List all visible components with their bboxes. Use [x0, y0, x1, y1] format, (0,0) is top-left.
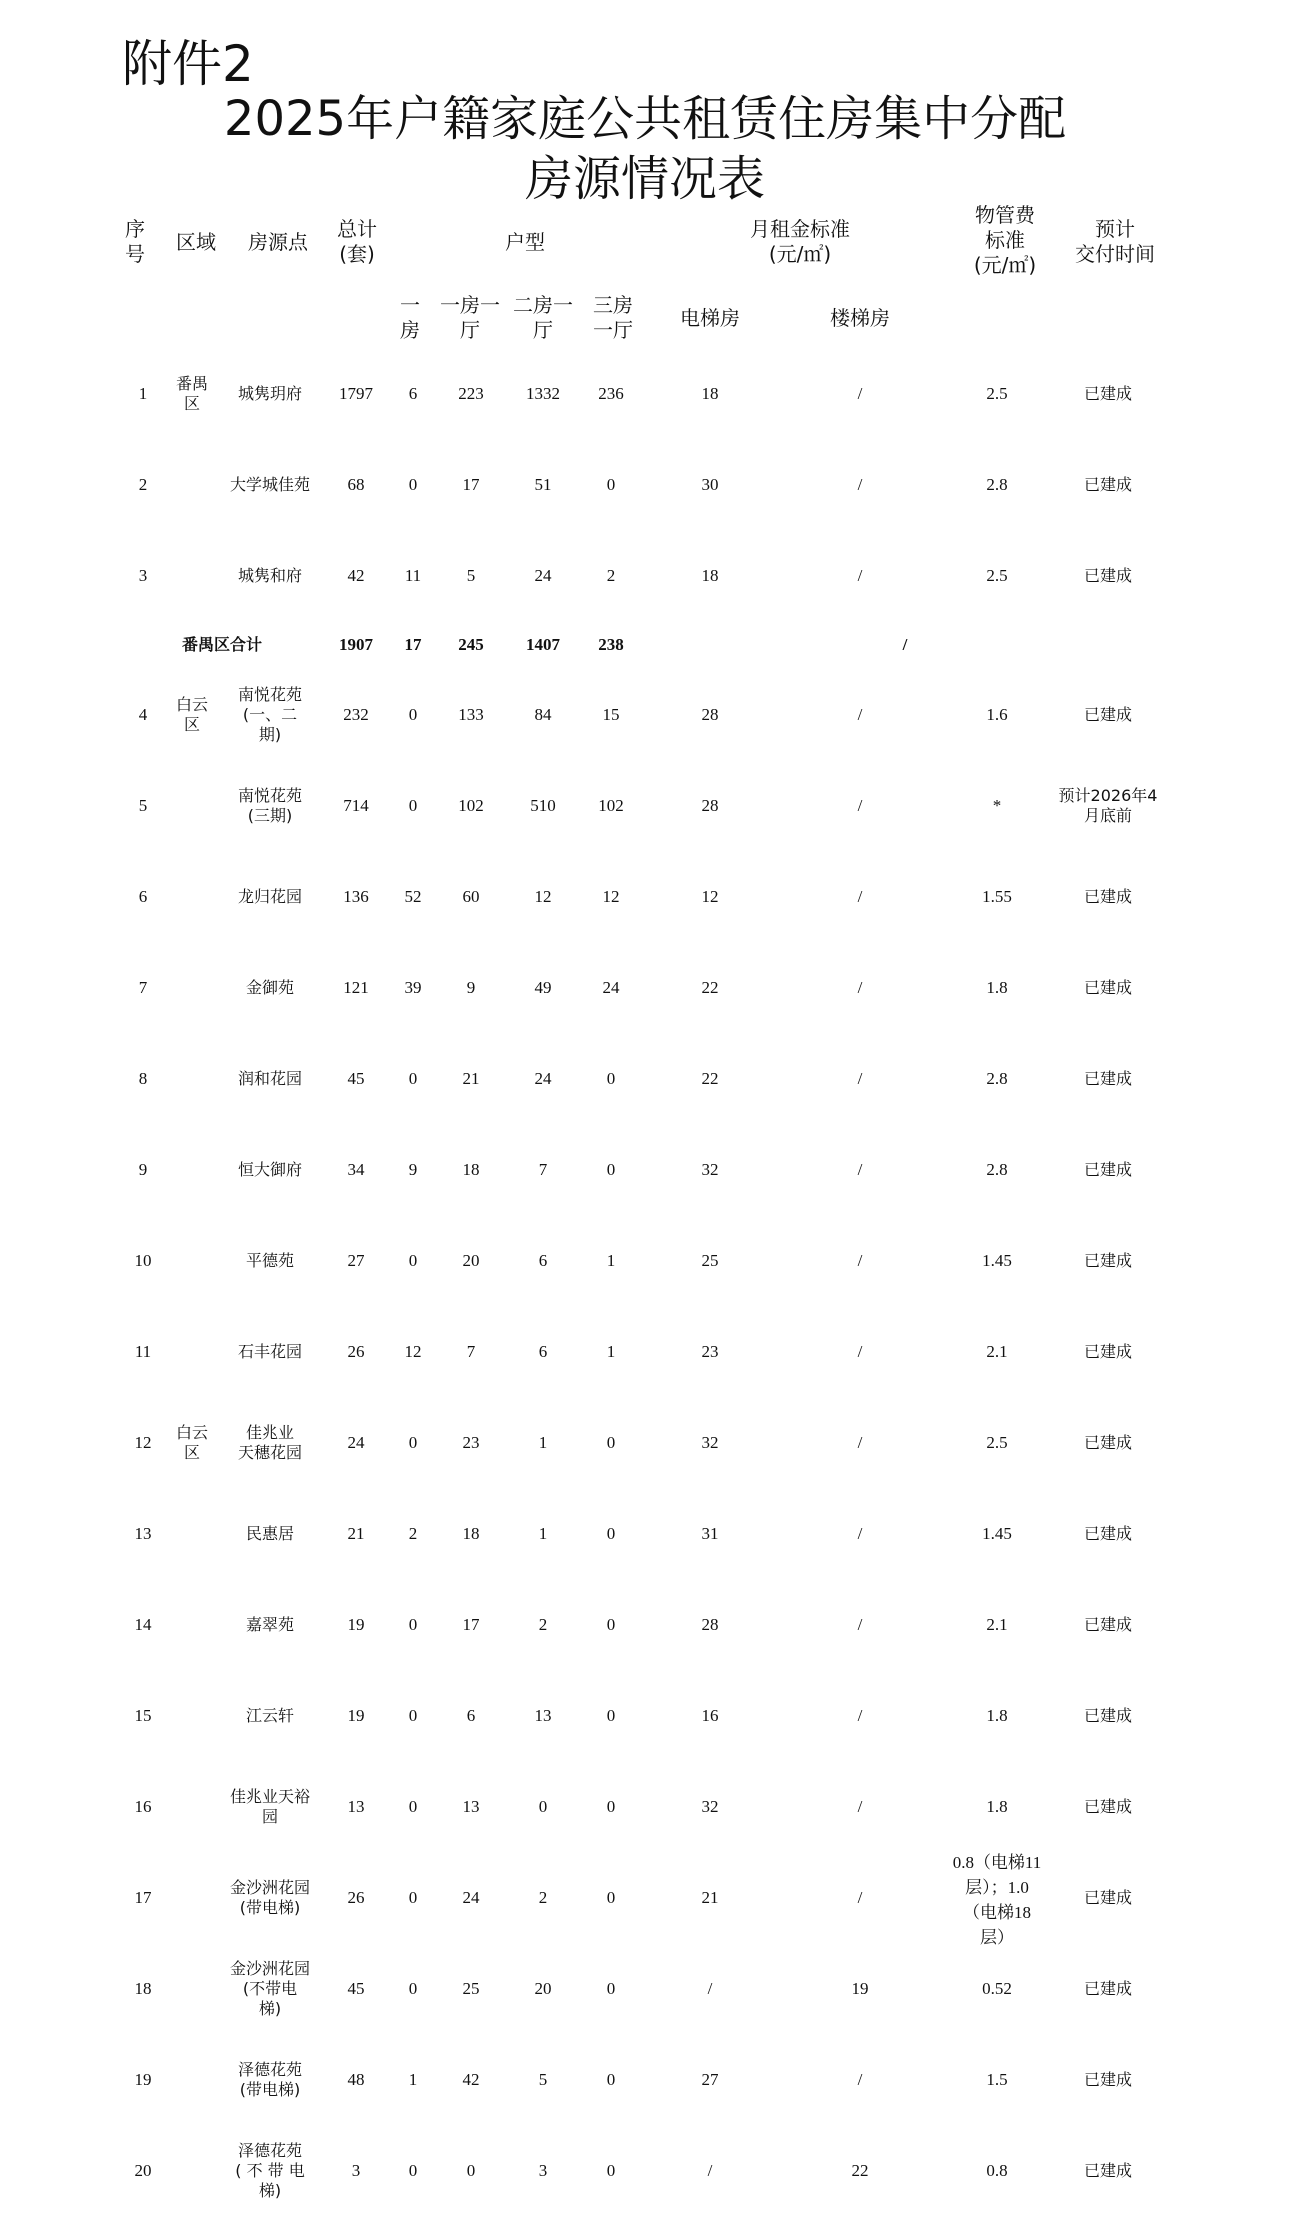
row-3-seq: 3 [138, 566, 148, 585]
row-16-two-hall: 0 [538, 1797, 548, 1816]
row-15-seq: 15 [134, 1706, 152, 1725]
row-11-district [162, 1310, 222, 1394]
row-7-one-hall: 9 [466, 978, 476, 997]
row-8-one-hall: 21 [462, 1069, 480, 1088]
row-1-one-room: 6 [408, 384, 418, 403]
row-13-seq: 13 [134, 1524, 152, 1543]
attachment-label: 附件2 [122, 35, 254, 93]
row-14-three-hall: 0 [606, 1615, 616, 1634]
header-three-bed-one-hall: 三房 一厅 [593, 293, 633, 342]
row-10-one-room: 0 [408, 1251, 418, 1270]
row-12-one-room: 0 [408, 1433, 418, 1452]
row-4-seq: 4 [138, 705, 148, 724]
row-1-fee: 2.5 [986, 384, 1008, 403]
row-6-project: 龙归花园 [237, 887, 302, 906]
row-16-delivery: 已建成 [1083, 1797, 1132, 1816]
row-1-project: 城隽玥府 [237, 384, 302, 403]
row-1-delivery: 已建成 [1083, 384, 1132, 403]
row-18-fee: 0.52 [982, 1979, 1012, 1998]
header-unit-type: 户型 [505, 229, 545, 254]
row-8-project: 润和花园 [237, 1069, 302, 1088]
row-20-two-hall: 3 [538, 2161, 548, 2180]
row-7-two-hall: 49 [534, 978, 552, 997]
row-4-total: 232 [343, 705, 369, 724]
row-13-one-room: 2 [408, 1524, 418, 1543]
row-9-elevator: 32 [701, 1160, 719, 1179]
row-12-district: 白云 区 [175, 1423, 208, 1462]
row-17-one-hall: 24 [462, 1888, 480, 1907]
row-15-total: 19 [347, 1706, 365, 1725]
row-12-delivery: 已建成 [1083, 1433, 1132, 1452]
row-8-fee: 2.8 [986, 1069, 1008, 1088]
row-5-total: 714 [343, 796, 369, 815]
row-15-district [162, 1674, 222, 1758]
row-1-two-hall: 1332 [526, 384, 560, 403]
row-17-one-room: 0 [408, 1888, 418, 1907]
row-18-seq: 18 [134, 1979, 152, 1998]
row-4-two-hall: 84 [534, 705, 552, 724]
row-19-three-hall: 0 [606, 2070, 616, 2089]
row-2-project: 大学城佳苑 [229, 475, 310, 494]
row-12-elevator: 32 [701, 1433, 719, 1452]
row-2-stair: / [857, 475, 863, 494]
row-16-elevator: 32 [701, 1797, 719, 1816]
row-13-elevator: 31 [701, 1524, 719, 1543]
row-10-fee: 1.45 [982, 1251, 1012, 1270]
row-1-seq: 1 [138, 384, 148, 403]
row-17-stair: / [857, 1888, 863, 1907]
row-6-one-room: 52 [404, 887, 422, 906]
row-19-project: 泽德花苑 (带电梯) [237, 2060, 302, 2099]
row-1-total: 1797 [339, 384, 373, 403]
row-17-district [162, 1856, 222, 1940]
row-7-fee: 1.8 [986, 978, 1008, 997]
row-6-one-hall: 60 [462, 887, 480, 906]
row-17-fee: 0.8（电梯11 层）；1.0 （电梯18 层） [952, 1853, 1042, 1947]
row-3-three-hall: 2 [606, 566, 616, 585]
row-10-one-hall: 20 [462, 1251, 480, 1270]
row-20-district [162, 2129, 222, 2213]
row-9-one-hall: 18 [462, 1160, 480, 1179]
row-9-three-hall: 0 [606, 1160, 616, 1179]
row-13-two-hall: 1 [538, 1524, 548, 1543]
row-14-stair: / [857, 1615, 863, 1634]
row-5-two-hall: 510 [530, 796, 556, 815]
header-rent: 月租金标准 (元/㎡) [750, 217, 850, 266]
row-16-one-room: 0 [408, 1797, 418, 1816]
row-8-district [162, 1037, 222, 1121]
row-2-one-hall: 17 [462, 475, 480, 494]
row-11-one-hall: 7 [466, 1342, 476, 1361]
row-9-project: 恒大御府 [237, 1160, 302, 1179]
row-1-stair: / [857, 384, 863, 403]
row-13-one-hall: 18 [462, 1524, 480, 1543]
row-5-project: 南悦花苑 (三期) [237, 786, 302, 825]
row-17-total: 26 [347, 1888, 365, 1907]
row-4-elevator: 28 [701, 705, 719, 724]
row-14-one-room: 0 [408, 1615, 418, 1634]
row-1-district: 番禺 区 [175, 374, 208, 413]
row-10-total: 27 [347, 1251, 365, 1270]
subtotal-label: 番禺区合计 [181, 635, 262, 654]
row-11-total: 26 [347, 1342, 365, 1361]
row-11-fee: 2.1 [986, 1342, 1008, 1361]
row-17-project: 金沙洲花园 (带电梯) [229, 1878, 310, 1917]
row-18-elevator: / [707, 1979, 713, 1998]
row-9-two-hall: 7 [538, 1160, 548, 1179]
row-16-one-hall: 13 [462, 1797, 480, 1816]
row-10-delivery: 已建成 [1083, 1251, 1132, 1270]
row-7-elevator: 22 [701, 978, 719, 997]
row-4-one-room: 0 [408, 705, 418, 724]
row-18-three-hall: 0 [606, 1979, 616, 1998]
row-5-three-hall: 102 [598, 796, 624, 815]
row-2-delivery: 已建成 [1083, 475, 1132, 494]
row-19-fee: 1.5 [986, 2070, 1008, 2089]
row-13-district [162, 1492, 222, 1576]
row-10-seq: 10 [134, 1251, 152, 1270]
row-9-district [162, 1128, 222, 1212]
row-5-seq: 5 [138, 796, 148, 815]
row-6-elevator: 12 [701, 887, 719, 906]
row-15-three-hall: 0 [606, 1706, 616, 1725]
header-project: 房源点 [248, 229, 308, 254]
row-10-project: 平德苑 [245, 1251, 294, 1270]
row-4-fee: 1.6 [986, 705, 1008, 724]
row-18-stair: 19 [851, 1979, 869, 1998]
row-12-three-hall: 0 [606, 1433, 616, 1452]
row-2-two-hall: 51 [534, 475, 552, 494]
row-14-project: 嘉翠苑 [245, 1615, 294, 1634]
row-20-delivery: 已建成 [1083, 2161, 1132, 2180]
row-18-delivery: 已建成 [1083, 1979, 1132, 1998]
row-4-project: 南悦花苑 (一、二 期) [237, 685, 302, 744]
row-1-three-hall: 236 [598, 384, 624, 403]
row-12-stair: / [857, 1433, 863, 1452]
row-13-three-hall: 0 [606, 1524, 616, 1543]
row-3-delivery: 已建成 [1083, 566, 1132, 585]
row-15-one-hall: 6 [466, 1706, 476, 1725]
header-district: 区域 [176, 229, 216, 254]
row-14-one-hall: 17 [462, 1615, 480, 1634]
row-8-elevator: 22 [701, 1069, 719, 1088]
row-7-three-hall: 24 [602, 978, 620, 997]
row-16-project: 佳兆业天裕 园 [229, 1787, 310, 1826]
row-16-district [162, 1765, 222, 1849]
row-5-one-hall: 102 [458, 796, 484, 815]
row-13-fee: 1.45 [982, 1524, 1012, 1543]
row-16-total: 13 [347, 1797, 365, 1816]
row-17-seq: 17 [134, 1888, 152, 1907]
row-1-one-hall: 223 [458, 384, 484, 403]
row-8-two-hall: 24 [534, 1069, 552, 1088]
row-10-stair: / [857, 1251, 863, 1270]
row-20-three-hall: 0 [606, 2161, 616, 2180]
row-14-delivery: 已建成 [1083, 1615, 1132, 1634]
row-6-delivery: 已建成 [1083, 887, 1132, 906]
row-4-delivery: 已建成 [1083, 705, 1132, 724]
row-7-project: 金御苑 [245, 978, 294, 997]
row-12-project: 佳兆业 天穗花园 [237, 1423, 302, 1462]
row-18-total: 45 [347, 1979, 365, 1998]
row-9-one-room: 9 [408, 1160, 418, 1179]
header-fee: 物管费 标准 (元/㎡) [973, 202, 1037, 277]
row-19-elevator: 27 [701, 2070, 719, 2089]
row-15-elevator: 16 [701, 1706, 719, 1725]
row-14-district [162, 1583, 222, 1667]
subtotal-one-room: 17 [404, 635, 422, 654]
row-8-one-room: 0 [408, 1069, 418, 1088]
row-20-fee: 0.8 [986, 2161, 1008, 2180]
row-15-two-hall: 13 [534, 1706, 552, 1725]
row-12-one-hall: 23 [462, 1433, 480, 1452]
row-2-three-hall: 0 [606, 475, 616, 494]
row-2-fee: 2.8 [986, 475, 1008, 494]
row-20-project: 泽德花苑 ( 不 带 电 梯) [235, 2141, 305, 2200]
row-10-elevator: 25 [701, 1251, 719, 1270]
row-3-project: 城隽和府 [237, 566, 302, 585]
row-11-elevator: 23 [701, 1342, 719, 1361]
subtotal-total: 1907 [339, 635, 373, 654]
row-3-fee: 2.5 [986, 566, 1008, 585]
row-2-seq: 2 [138, 475, 148, 494]
row-5-stair: / [857, 796, 863, 815]
row-15-one-room: 0 [408, 1706, 418, 1725]
row-5-delivery: 预计2026年4 月底前 [1058, 786, 1158, 825]
row-3-stair: / [857, 566, 863, 585]
row-7-seq: 7 [138, 978, 148, 997]
row-7-stair: / [857, 978, 863, 997]
row-4-stair: / [857, 705, 863, 724]
row-20-elevator: / [707, 2161, 713, 2180]
row-15-project: 江云轩 [245, 1706, 294, 1725]
row-3-total: 42 [347, 566, 365, 585]
header-seq: 序 号 [125, 217, 145, 266]
row-3-one-hall: 5 [466, 566, 476, 585]
row-5-one-room: 0 [408, 796, 418, 815]
row-17-two-hall: 2 [538, 1888, 548, 1907]
row-18-one-hall: 25 [462, 1979, 480, 1998]
row-20-total: 3 [351, 2161, 361, 2180]
document-title: 2025年户籍家庭公共租赁住房集中分配 [223, 91, 1067, 147]
row-6-fee: 1.55 [982, 887, 1012, 906]
row-2-total: 68 [347, 475, 365, 494]
row-11-one-room: 12 [404, 1342, 422, 1361]
row-13-stair: / [857, 1524, 863, 1543]
row-12-total: 24 [347, 1433, 365, 1452]
row-7-delivery: 已建成 [1083, 978, 1132, 997]
row-1-elevator: 18 [701, 384, 719, 403]
subtotal-two-hall: 1407 [526, 635, 560, 654]
row-14-fee: 2.1 [986, 1615, 1008, 1634]
row-9-total: 34 [347, 1160, 365, 1179]
row-13-project: 民惠居 [245, 1524, 294, 1543]
row-7-district [162, 946, 222, 1030]
row-7-total: 121 [343, 978, 369, 997]
row-6-district [162, 855, 222, 939]
row-6-two-hall: 12 [534, 887, 552, 906]
row-18-project: 金沙洲花园 (不带电 梯) [229, 1959, 310, 2018]
row-7-one-room: 39 [404, 978, 422, 997]
row-15-stair: / [857, 1706, 863, 1725]
header-total: 总计 (套) [337, 217, 377, 266]
row-3-elevator: 18 [701, 566, 719, 585]
row-8-delivery: 已建成 [1083, 1069, 1132, 1088]
row-15-fee: 1.8 [986, 1706, 1008, 1725]
header-one-room: 一 房 [400, 293, 420, 342]
header-delivery: 预计 交付时间 [1075, 217, 1155, 266]
row-11-delivery: 已建成 [1083, 1342, 1132, 1361]
row-10-district [162, 1219, 222, 1303]
row-6-stair: / [857, 887, 863, 906]
row-2-elevator: 30 [701, 475, 719, 494]
row-6-three-hall: 12 [602, 887, 620, 906]
header-stair: 楼梯房 [830, 305, 890, 330]
row-11-project: 石丰花园 [237, 1342, 302, 1361]
row-17-elevator: 21 [701, 1888, 719, 1907]
row-19-one-room: 1 [408, 2070, 418, 2089]
row-19-stair: / [857, 2070, 863, 2089]
row-14-two-hall: 2 [538, 1615, 548, 1634]
row-8-total: 45 [347, 1069, 365, 1088]
header-two-bed-one-hall: 二房一 厅 [513, 293, 573, 342]
row-14-total: 19 [347, 1615, 365, 1634]
row-12-seq: 12 [134, 1433, 152, 1452]
row-19-district [162, 2038, 222, 2122]
row-10-two-hall: 6 [538, 1251, 548, 1270]
row-9-stair: / [857, 1160, 863, 1179]
row-8-three-hall: 0 [606, 1069, 616, 1088]
header-elevator: 电梯房 [680, 305, 740, 330]
row-20-seq: 20 [134, 2161, 152, 2180]
row-8-seq: 8 [138, 1069, 148, 1088]
row-9-delivery: 已建成 [1083, 1160, 1132, 1179]
subtotal-rest: / [902, 635, 908, 654]
row-19-two-hall: 5 [538, 2070, 548, 2089]
row-16-three-hall: 0 [606, 1797, 616, 1816]
row-4-one-hall: 133 [458, 705, 484, 724]
row-16-seq: 16 [134, 1797, 152, 1816]
row-11-stair: / [857, 1342, 863, 1361]
row-6-total: 136 [343, 887, 369, 906]
row-5-district [162, 764, 222, 848]
row-13-total: 21 [347, 1524, 365, 1543]
row-13-delivery: 已建成 [1083, 1524, 1132, 1543]
row-9-seq: 9 [138, 1160, 148, 1179]
row-5-fee: * [992, 796, 1002, 815]
row-20-one-room: 0 [408, 2161, 418, 2180]
row-11-two-hall: 6 [538, 1342, 548, 1361]
header-one-bed-one-hall: 一房一 厅 [440, 293, 500, 342]
row-20-one-hall: 0 [466, 2161, 476, 2180]
row-3-district [162, 534, 222, 618]
row-18-district [162, 1947, 222, 2031]
row-3-two-hall: 24 [534, 566, 552, 585]
row-8-stair: / [857, 1069, 863, 1088]
row-2-one-room: 0 [408, 475, 418, 494]
row-16-fee: 1.8 [986, 1797, 1008, 1816]
row-19-seq: 19 [134, 2070, 152, 2089]
row-19-total: 48 [347, 2070, 365, 2089]
row-5-elevator: 28 [701, 796, 719, 815]
row-12-fee: 2.5 [986, 1433, 1008, 1452]
subtotal-three-hall: 238 [598, 635, 624, 654]
row-4-three-hall: 15 [602, 705, 620, 724]
row-17-three-hall: 0 [606, 1888, 616, 1907]
row-16-stair: / [857, 1797, 863, 1816]
row-15-delivery: 已建成 [1083, 1706, 1132, 1725]
row-9-fee: 2.8 [986, 1160, 1008, 1179]
row-11-three-hall: 1 [606, 1342, 616, 1361]
subtotal-one-hall: 245 [458, 635, 484, 654]
row-20-stair: 22 [851, 2161, 869, 2180]
row-19-one-hall: 42 [462, 2070, 480, 2089]
row-12-two-hall: 1 [538, 1433, 548, 1452]
row-6-seq: 6 [138, 887, 148, 906]
row-17-delivery: 已建成 [1083, 1888, 1132, 1907]
row-10-three-hall: 1 [606, 1251, 616, 1270]
row-14-seq: 14 [134, 1615, 152, 1634]
row-11-seq: 11 [134, 1342, 152, 1361]
row-18-two-hall: 20 [534, 1979, 552, 1998]
row-14-elevator: 28 [701, 1615, 719, 1634]
document-title-line2: 房源情况表 [524, 151, 765, 207]
row-18-one-room: 0 [408, 1979, 418, 1998]
row-2-district [162, 443, 222, 527]
row-3-one-room: 11 [404, 566, 422, 585]
row-19-delivery: 已建成 [1083, 2070, 1132, 2089]
row-4-district: 白云 区 [175, 695, 208, 734]
